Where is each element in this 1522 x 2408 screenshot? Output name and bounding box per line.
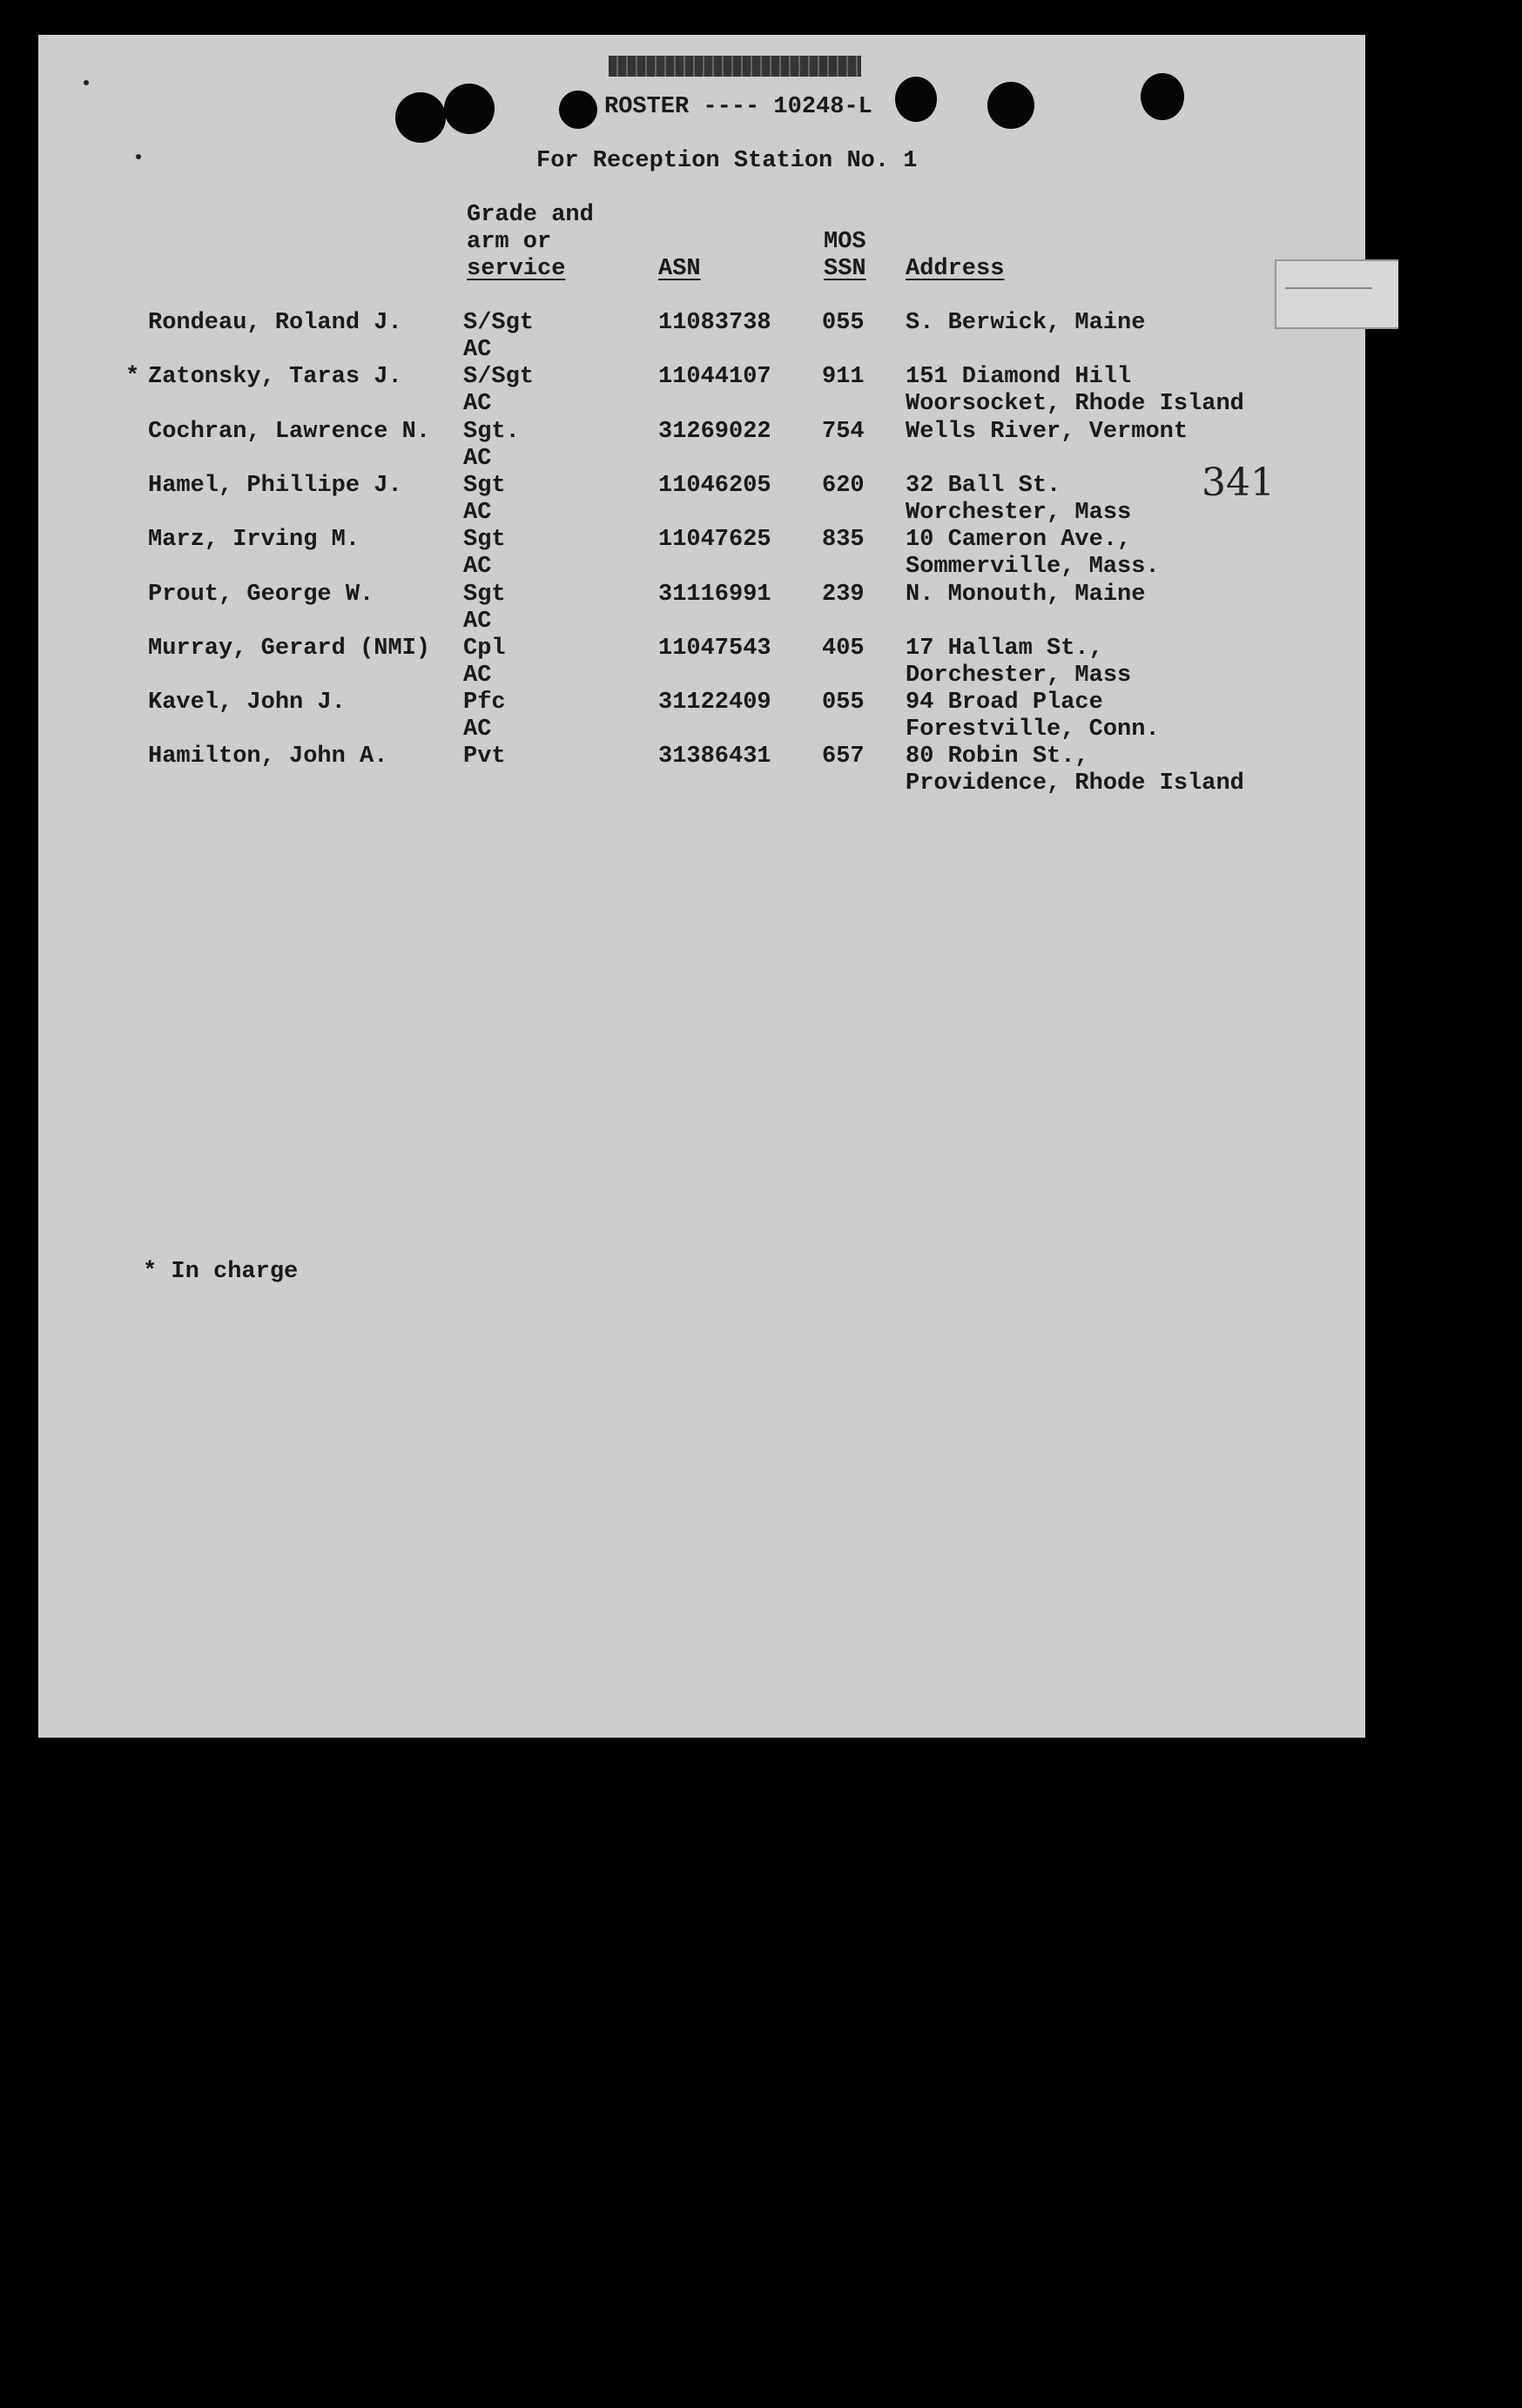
in-charge-marker: * [125,364,140,390]
roster-title: ROSTER ---- 10248-L [604,94,872,120]
row-arm: AC [463,716,492,743]
row-asn: 11047625 [658,527,771,553]
row-ssn: 405 [822,636,865,662]
col-grade-line2: arm or [467,229,552,255]
row-name: Hamel, Phillipe J. [148,473,402,499]
row-address-line1: Wells River, Vermont [906,419,1189,445]
row-address-line2: Dorchester, Mass [906,663,1132,689]
row-grade: S/Sgt [463,310,535,336]
row-arm: AC [463,500,492,526]
punch-hole [987,82,1034,129]
punch-hole [559,91,597,129]
row-address-line1: 80 Robin St., [906,743,1089,770]
file-tab [1275,259,1398,329]
row-asn: 31386431 [658,743,771,770]
row-arm: AC [463,663,492,689]
col-address: Address [906,256,1005,282]
row-address-line1: S. Berwick, Maine [906,310,1146,336]
row-ssn: 055 [822,310,865,336]
row-asn: 31116991 [658,582,771,608]
row-ssn: 657 [822,743,865,770]
page-number: 341 [1202,461,1275,505]
row-asn: 11044107 [658,364,771,390]
col-grade-line3: service [467,256,566,282]
col-grade-line1: Grade and [467,202,594,228]
row-asn: 11083738 [658,310,771,336]
row-arm: AC [463,609,492,635]
row-arm: AC [463,446,492,472]
row-grade: Pvt [463,743,506,770]
row-name: Kavel, John J. [148,689,346,716]
row-grade: Sgt [463,473,506,499]
row-grade: Sgt [463,527,506,553]
col-asn: ASN [658,256,701,282]
row-address-line1: 94 Broad Place [906,689,1103,716]
row-asn: 11047543 [658,636,771,662]
row-name: Murray, Gerard (NMI) [148,636,431,662]
punch-hole [1141,73,1184,120]
speck [84,80,89,85]
row-address-line2: Providence, Rhode Island [906,770,1244,797]
row-address-line1: 10 Cameron Ave., [906,527,1132,553]
row-ssn: 754 [822,419,865,445]
row-name: Cochran, Lawrence N. [148,419,431,445]
row-asn: 11046205 [658,473,771,499]
row-address-line2: Sommerville, Mass. [906,554,1160,580]
redaction-stamp [609,56,861,77]
row-ssn: 239 [822,582,865,608]
row-grade: Cpl [463,636,506,662]
row-address-line1: 17 Hallam St., [906,636,1103,662]
row-address-line2: Woorsocket, Rhode Island [906,391,1244,417]
punch-hole [395,92,446,143]
row-asn: 31269022 [658,419,771,445]
row-name: Prout, George W. [148,582,374,608]
punch-hole [444,84,495,134]
row-grade: Pfc [463,689,506,716]
row-address-line1: 151 Diamond Hill [906,364,1132,390]
row-grade: Sgt. [463,419,520,445]
punch-hole [895,77,937,122]
row-ssn: 055 [822,689,865,716]
row-grade: S/Sgt [463,364,535,390]
row-address-line2: Forestville, Conn. [906,716,1160,743]
footnote: * In charge [143,1259,299,1285]
row-address-line2: Worchester, Mass [906,500,1132,526]
row-address-line1: N. Monouth, Maine [906,582,1146,608]
row-name: Rondeau, Roland J. [148,310,402,336]
document-subtitle: For Reception Station No. 1 [536,148,918,174]
row-name: Hamilton, John A. [148,743,388,770]
row-address-line1: 32 Ball St. [906,473,1061,499]
row-name: Zatonsky, Taras J. [148,364,402,390]
row-ssn: 911 [822,364,865,390]
row-name: Marz, Irving M. [148,527,360,553]
col-ssn: SSN [824,256,866,282]
row-arm: AC [463,391,492,417]
row-arm: AC [463,337,492,363]
row-asn: 31122409 [658,689,771,716]
col-mos: MOS [824,229,866,255]
document-page [38,35,1365,1738]
row-ssn: 620 [822,473,865,499]
row-ssn: 835 [822,527,865,553]
row-grade: Sgt [463,582,506,608]
row-arm: AC [463,554,492,580]
speck [136,154,141,159]
